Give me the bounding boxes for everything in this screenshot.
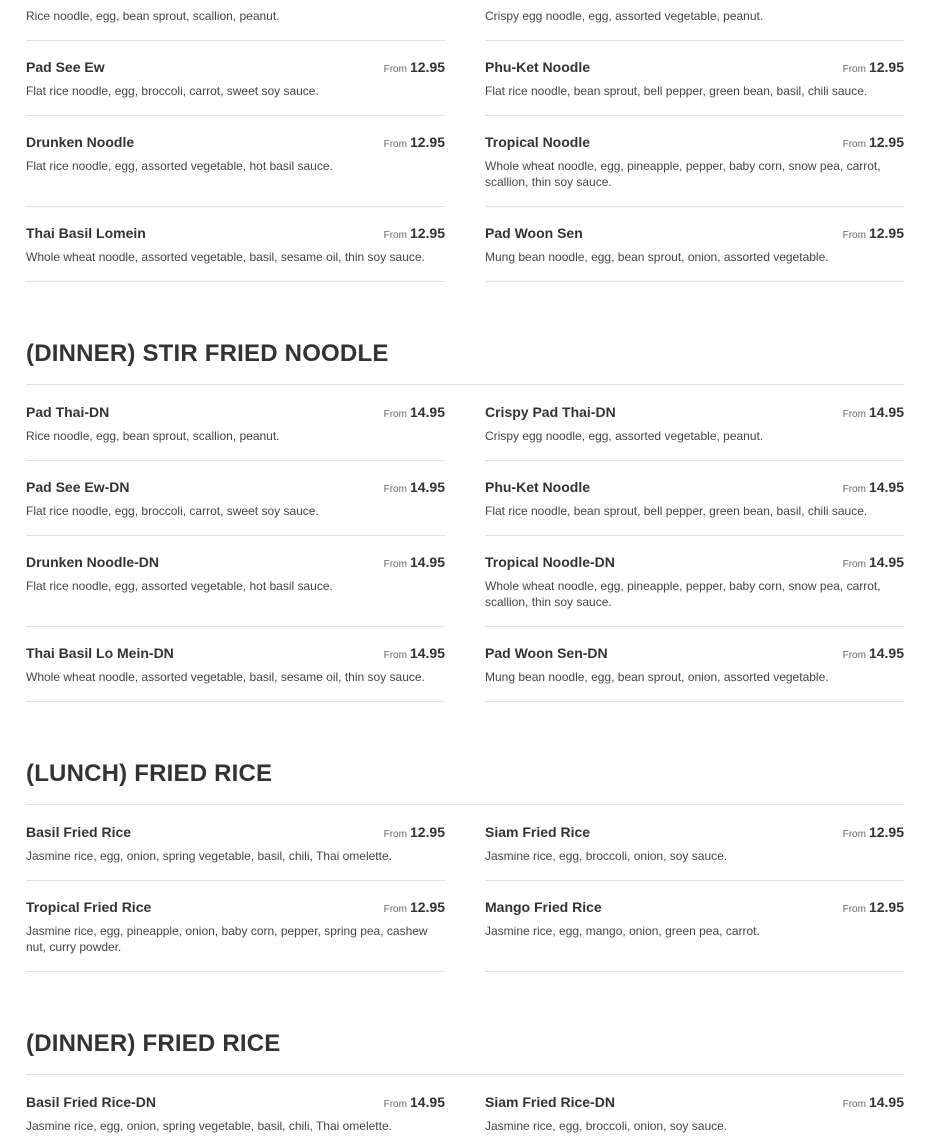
item-description: Whole wheat noodle, egg, pineapple, pepper, baby corn, snow pea, carrot, scallion, thin soy sauce. <box>485 159 881 189</box>
price-value: 14.95 <box>868 645 904 661</box>
price-value: 14.95 <box>868 554 904 570</box>
item-divider <box>26 880 445 881</box>
from-label: From <box>383 139 407 150</box>
item-name: Phu-Ket Noodle <box>485 479 590 495</box>
item-divider <box>26 626 445 627</box>
item-description: Jasmine rice, egg, onion, spring vegetable, basil, chili, Thai omelette. <box>26 1119 392 1133</box>
item-price <box>384 899 445 917</box>
from-label: From <box>842 904 866 915</box>
from-label: From <box>383 829 407 840</box>
item-price <box>843 225 904 243</box>
from-label: From <box>842 650 866 661</box>
from-label: From <box>383 904 407 915</box>
menu-item-partial-left[interactable] <box>26 0 445 41</box>
item-divider <box>26 971 445 972</box>
section-title: (DINNER) FRIED RICE <box>26 1030 281 1057</box>
item-name: Basil Fried Rice <box>26 824 132 840</box>
item-price <box>843 59 904 77</box>
item-divider <box>485 281 904 282</box>
item-description: Jasmine rice, egg, onion, spring vegetable, basil, chili, Thai omelette. <box>26 849 392 863</box>
item-price <box>384 59 445 77</box>
from-label: From <box>383 650 407 661</box>
item-description: Rice noodle, egg, bean sprout, scallion, peanut. <box>26 9 280 23</box>
from-label: From <box>842 409 866 420</box>
item-description: Jasmine rice, egg, broccoli, onion, soy sauce. <box>485 849 728 863</box>
price-value: 12.95 <box>409 59 445 75</box>
item-name: Pad Woon Sen-DN <box>485 645 608 661</box>
from-label: From <box>842 484 866 495</box>
item-price <box>384 404 445 422</box>
item-divider <box>485 40 904 41</box>
price-value: 14.95 <box>868 404 904 420</box>
item-name: Thai Basil Lomein <box>26 225 146 241</box>
item-description: Jasmine rice, egg, pineapple, onion, baby corn, pepper, spring pea, cashew nut, curry powder. <box>26 924 428 954</box>
item-price <box>384 1094 445 1112</box>
item-divider <box>26 115 445 116</box>
section-divider <box>26 804 904 805</box>
from-label: From <box>842 230 866 241</box>
section-title: (DINNER) STIR FRIED NOODLE <box>26 340 389 367</box>
item-name: Phu-Ket Noodle <box>485 59 590 75</box>
item-description: Crispy egg noodle, egg, assorted vegetable, peanut. <box>485 9 764 23</box>
price-value: 12.95 <box>409 225 445 241</box>
item-description: Flat rice noodle, egg, assorted vegetable, hot basil sauce. <box>26 159 333 173</box>
item-description: Flat rice noodle, bean sprout, bell pepper, green bean, basil, chili sauce. <box>485 84 868 98</box>
section-divider <box>26 1074 904 1075</box>
item-divider <box>26 40 445 41</box>
price-value: 12.95 <box>868 225 904 241</box>
item-description: Whole wheat noodle, assorted vegetable, basil, sesame oil, thin soy sauce. <box>26 670 425 684</box>
item-description: Jasmine rice, egg, mango, onion, green pea, carrot. <box>485 924 760 938</box>
item-name: Pad See Ew-DN <box>26 479 130 495</box>
from-label: From <box>383 484 407 495</box>
item-divider <box>485 115 904 116</box>
price-value: 14.95 <box>868 1094 904 1110</box>
item-name: Pad Woon Sen <box>485 225 583 241</box>
item-price <box>843 1094 904 1112</box>
item-divider <box>26 701 445 702</box>
price-value: 14.95 <box>868 479 904 495</box>
item-price <box>843 645 904 663</box>
from-label: From <box>383 1099 407 1110</box>
item-description: Flat rice noodle, egg, assorted vegetable, hot basil sauce. <box>26 579 333 593</box>
item-description: Flat rice noodle, bean sprout, bell pepper, green bean, basil, chili sauce. <box>485 504 868 518</box>
from-label: From <box>842 1099 866 1110</box>
item-name: Pad See Ew <box>26 59 105 75</box>
section-title: (LUNCH) FRIED RICE <box>26 760 273 787</box>
item-name: Crispy Pad Thai-DN <box>485 404 616 420</box>
item-price <box>843 824 904 842</box>
from-label: From <box>842 64 866 75</box>
item-divider <box>485 460 904 461</box>
item-name: Tropical Noodle-DN <box>485 554 615 570</box>
price-value: 14.95 <box>409 479 445 495</box>
item-description: Rice noodle, egg, bean sprout, scallion, peanut. <box>26 429 280 443</box>
item-divider <box>485 880 904 881</box>
price-value: 14.95 <box>409 404 445 420</box>
item-name: Mango Fried Rice <box>485 899 602 915</box>
item-description: Flat rice noodle, egg, broccoli, carrot, sweet soy sauce. <box>26 504 319 518</box>
item-price <box>384 554 445 572</box>
item-name: Drunken Noodle-DN <box>26 554 159 570</box>
price-value: 12.95 <box>868 899 904 915</box>
item-description: Whole wheat noodle, egg, pineapple, pepper, baby corn, snow pea, carrot, scallion, thin soy sauce. <box>485 579 881 609</box>
menu-item-partial-right[interactable] <box>485 0 904 41</box>
item-name: Thai Basil Lo Mein-DN <box>26 645 174 661</box>
item-description: Jasmine rice, egg, broccoli, onion, soy sauce. <box>485 1119 728 1133</box>
item-divider <box>26 281 445 282</box>
price-value: 12.95 <box>409 824 445 840</box>
item-price <box>384 479 445 497</box>
price-value: 14.95 <box>409 645 445 661</box>
from-label: From <box>383 230 407 241</box>
from-label: From <box>842 139 866 150</box>
price-value: 12.95 <box>868 134 904 150</box>
item-price <box>384 225 445 243</box>
item-name: Tropical Noodle <box>485 134 591 150</box>
item-divider <box>485 971 904 972</box>
item-description: Flat rice noodle, egg, broccoli, carrot, sweet soy sauce. <box>26 84 319 98</box>
item-description: Whole wheat noodle, assorted vegetable, basil, sesame oil, thin soy sauce. <box>26 250 425 264</box>
price-value: 12.95 <box>409 134 445 150</box>
item-divider <box>485 626 904 627</box>
item-divider <box>26 460 445 461</box>
item-price <box>384 824 445 842</box>
item-name: Drunken Noodle <box>26 134 135 150</box>
item-divider <box>485 206 904 207</box>
item-name: Tropical Fried Rice <box>26 899 152 915</box>
item-description: Mung bean noodle, egg, bean sprout, onion, assorted vegetable. <box>485 670 829 684</box>
item-name: Siam Fried Rice <box>485 824 591 840</box>
item-description: Crispy egg noodle, egg, assorted vegetable, peanut. <box>485 429 764 443</box>
from-label: From <box>842 559 866 570</box>
price-value: 14.95 <box>409 1094 445 1110</box>
from-label: From <box>842 829 866 840</box>
item-price <box>384 134 445 152</box>
item-name: Pad Thai-DN <box>26 404 110 420</box>
price-value: 14.95 <box>409 554 445 570</box>
item-price <box>843 404 904 422</box>
item-name: Siam Fried Rice-DN <box>485 1094 615 1110</box>
item-price <box>384 645 445 663</box>
item-divider <box>485 701 904 702</box>
from-label: From <box>383 559 407 570</box>
section-divider <box>26 384 904 385</box>
from-label: From <box>383 409 407 420</box>
item-price <box>843 899 904 917</box>
item-price <box>843 134 904 152</box>
item-name: Basil Fried Rice-DN <box>26 1094 156 1110</box>
item-divider <box>26 206 445 207</box>
item-divider <box>485 535 904 536</box>
item-description: Mung bean noodle, egg, bean sprout, onion, assorted vegetable. <box>485 250 829 264</box>
price-value: 12.95 <box>409 899 445 915</box>
item-divider <box>26 535 445 536</box>
from-label: From <box>383 64 407 75</box>
price-value: 12.95 <box>868 824 904 840</box>
item-price <box>843 479 904 497</box>
price-value: 12.95 <box>868 59 904 75</box>
item-price <box>843 554 904 572</box>
